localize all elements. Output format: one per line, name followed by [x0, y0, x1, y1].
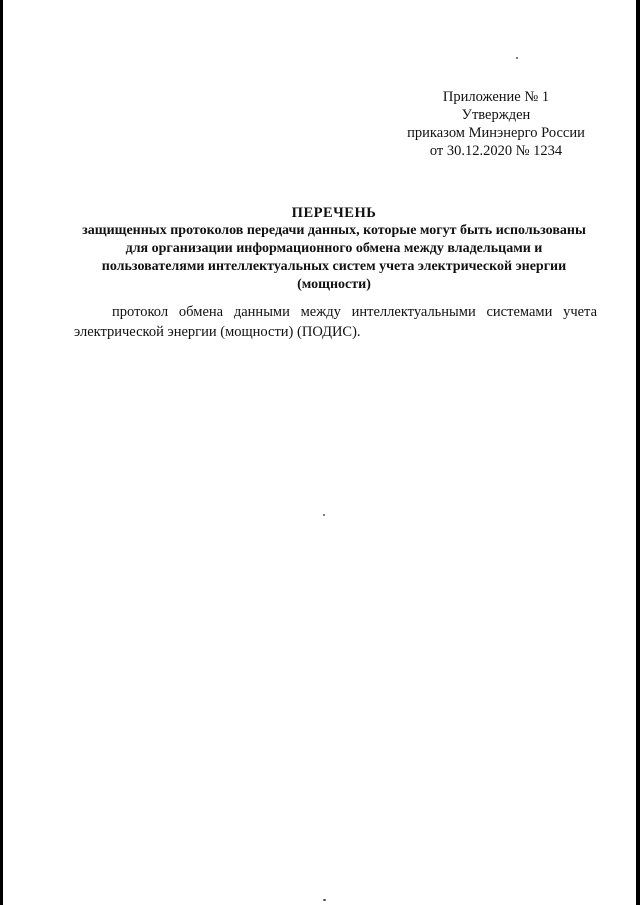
body-paragraph: протокол обмена данными между интеллектуальными системами учета электрической энергии (мощности) (ПОДИС).	[74, 304, 597, 340]
scan-speck	[323, 899, 326, 901]
scan-speck	[323, 514, 325, 516]
scan-edge-left	[0, 0, 3, 905]
appendix-number: Приложение № 1	[442, 89, 550, 105]
document-title-block	[60, 204, 608, 294]
approved-label: Утвержден	[461, 107, 531, 123]
scan-edge-right	[636, 0, 640, 905]
document-heading: ПЕРЕЧЕНЬ	[291, 205, 377, 221]
scan-speck	[516, 57, 518, 59]
document-subtitle: защищенных протоколов передачи данных, которые могут быть использованы для организации информационного обмена между владельцами и пользователями интеллектуальных систем учета электрической энергии (мощности)	[82, 223, 586, 292]
order-issuer: приказом Минэнерго России	[407, 125, 585, 141]
order-date-number: от 30.12.2020 № 1234	[429, 143, 563, 159]
approval-stamp-block	[386, 88, 606, 160]
